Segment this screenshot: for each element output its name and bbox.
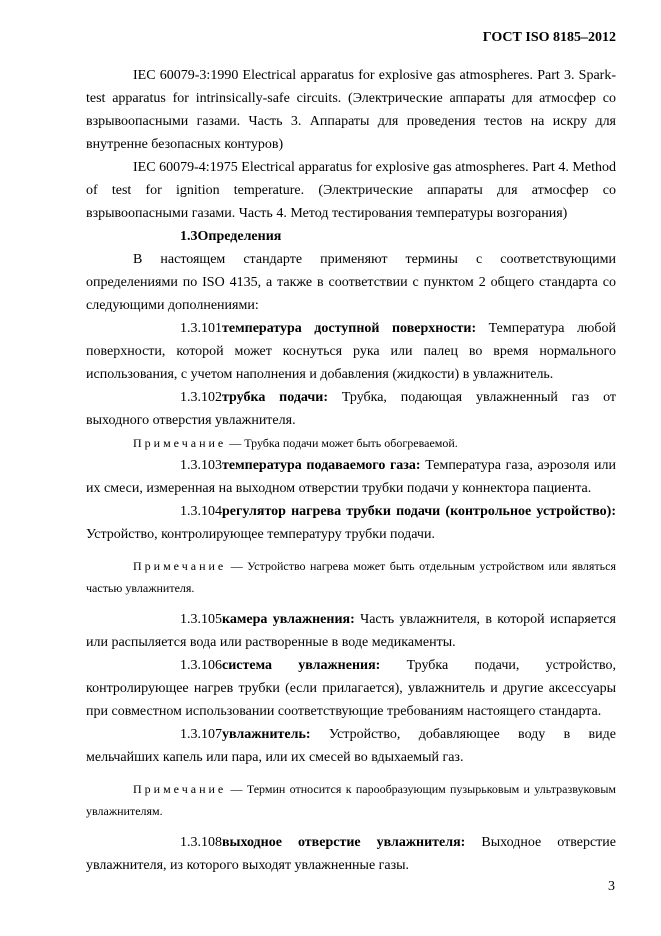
section-heading [86, 225, 616, 248]
definition-text: Устройство, контролирующее температуру трубки подачи. [86, 527, 435, 542]
note-paragraph [86, 778, 616, 822]
definition-term: увлажнитель: [222, 727, 311, 742]
note-label: Примечание [133, 782, 227, 796]
definition-term: температура подаваемого газа: [222, 458, 421, 473]
definition-paragraph: 1.3.106система увлажнения: Трубка подачи, устройство, контролирующее нагрев трубки (если прилагается), увлажнитель и другие аксессуары при совместном использовании соответствующие требованиям настоящего стандарта. [86, 658, 616, 719]
section-number: 1.3 [180, 229, 198, 244]
note-text: — Трубка подачи может быть обогреваемой. [226, 436, 458, 450]
definition-paragraph: 1.3.102трубка подачи: Трубка, подающая увлажненный газ от выходного отверстия увлажнителя. [86, 390, 616, 428]
definition-term: трубка подачи: [222, 390, 328, 405]
definition-text: Часть увлажнителя, в которой испаряется или распыляется вода или растворенные в воде медикаменты. [86, 612, 616, 650]
definition-text: Трубка подачи, устройство, контролирующее нагрев трубки (если прилагается), увлажнитель и другие аксессуары при совместном использовании соответствующие требованиям настоящего стандарта. [86, 658, 616, 719]
page-number: 3 [608, 879, 615, 894]
definition-text: Трубка, подающая увлажненный газ от выходного отверстия увлажнителя. [86, 390, 616, 428]
definition-text: Устройство, добавляющее воду в виде мельчайших капель или пара, или их смесей во вдыхаемый газ. [86, 727, 616, 765]
document-code-header: ГОСТ ISO 8185–2012 [482, 30, 616, 45]
note-paragraph [86, 555, 616, 599]
note-paragraph [86, 432, 616, 454]
note-text: — Термин относится к парообразующим пузырьковым и ультразвуковым увлажнителям. [86, 782, 616, 818]
definition-paragraph: 1.3.105камера увлажнения: Часть увлажнителя, в которой испаряется или распыляется вода или растворенные в воде медикаменты. [86, 612, 616, 650]
definition-term: выходное отверстие увлажнителя: [222, 835, 466, 850]
definition-paragraph: 1.3.101температура доступной поверхности: Температура любой поверхности, которой может коснуться рука или палец во время нормального использования, с учетом наполнения и добавления (жидкости) в увлажнитель. [86, 321, 616, 382]
definition-text: Выходное отверстие увлажнителя, из которого выходят увлажненные газы. [86, 835, 616, 873]
definition-term: камера увлажнения: [222, 612, 355, 627]
reference-paragraph: IEC 60079-4:1975 Electrical apparatus for explosive gas atmospheres. Part 4. Method of test for ignition temperature. (Электрические аппараты для атмосфер со взрывоопасными газами. Часть 4. Метод тестирования температуры возгорания) [86, 160, 616, 221]
note-text: — Устройство нагрева может быть отдельным устройством или являться частью увлажнителя. [86, 559, 616, 595]
section-title: Определения [197, 229, 282, 244]
intro-paragraph: В настоящем стандарте применяют термины с соответствующими определениями по ISO 4135, а также в соответствии с пунктом 2 общего стандарта со следующими дополнениями: [86, 252, 616, 313]
definition-text: Температура газа, аэрозоля или их смеси, измеренная на выходном отверстии трубки подачи у коннектора пациента. [86, 458, 616, 496]
note-label: Примечание [133, 559, 227, 573]
definition-paragraph: 1.3.108выходное отверстие увлажнителя: Выходное отверстие увлажнителя, из которого выходят увлажненные газы. [86, 835, 616, 873]
definition-term: регулятор нагрева трубки подачи (контрольное устройство): [222, 504, 616, 519]
reference-paragraph: IEC 60079-3:1990 Electrical apparatus for explosive gas atmospheres. Part 3. Spark-test apparatus for intrinsically-safe circuits. (Электрические аппараты для атмосфер со взрывоопасными газами. Часть 3. Аппараты для проведения тестов на искру для внутренне безопасных контуров) [86, 68, 616, 152]
definition-text: Температура любой поверхности, которой может коснуться рука или палец во время нормального использования, с учетом наполнения и добавления (жидкости) в увлажнитель. [86, 321, 616, 382]
definition-paragraph: 1.3.104регулятор нагрева трубки подачи (контрольное устройство): Устройство, контролирующее температуру трубки подачи. [86, 504, 616, 542]
definition-term: система увлажнения: [222, 658, 381, 673]
definition-paragraph: 1.3.103температура подаваемого газа: Температура газа, аэрозоля или их смеси, измеренная на выходном отверстии трубки подачи у коннектора пациента. [86, 458, 616, 496]
definition-paragraph: 1.3.107увлажнитель: Устройство, добавляющее воду в виде мельчайших капель или пара, или их смесей во вдыхаемый газ. [86, 727, 616, 765]
document-body [86, 64, 616, 877]
definition-term: температура доступной поверхности: [222, 321, 477, 336]
note-label: Примечание [133, 436, 227, 450]
